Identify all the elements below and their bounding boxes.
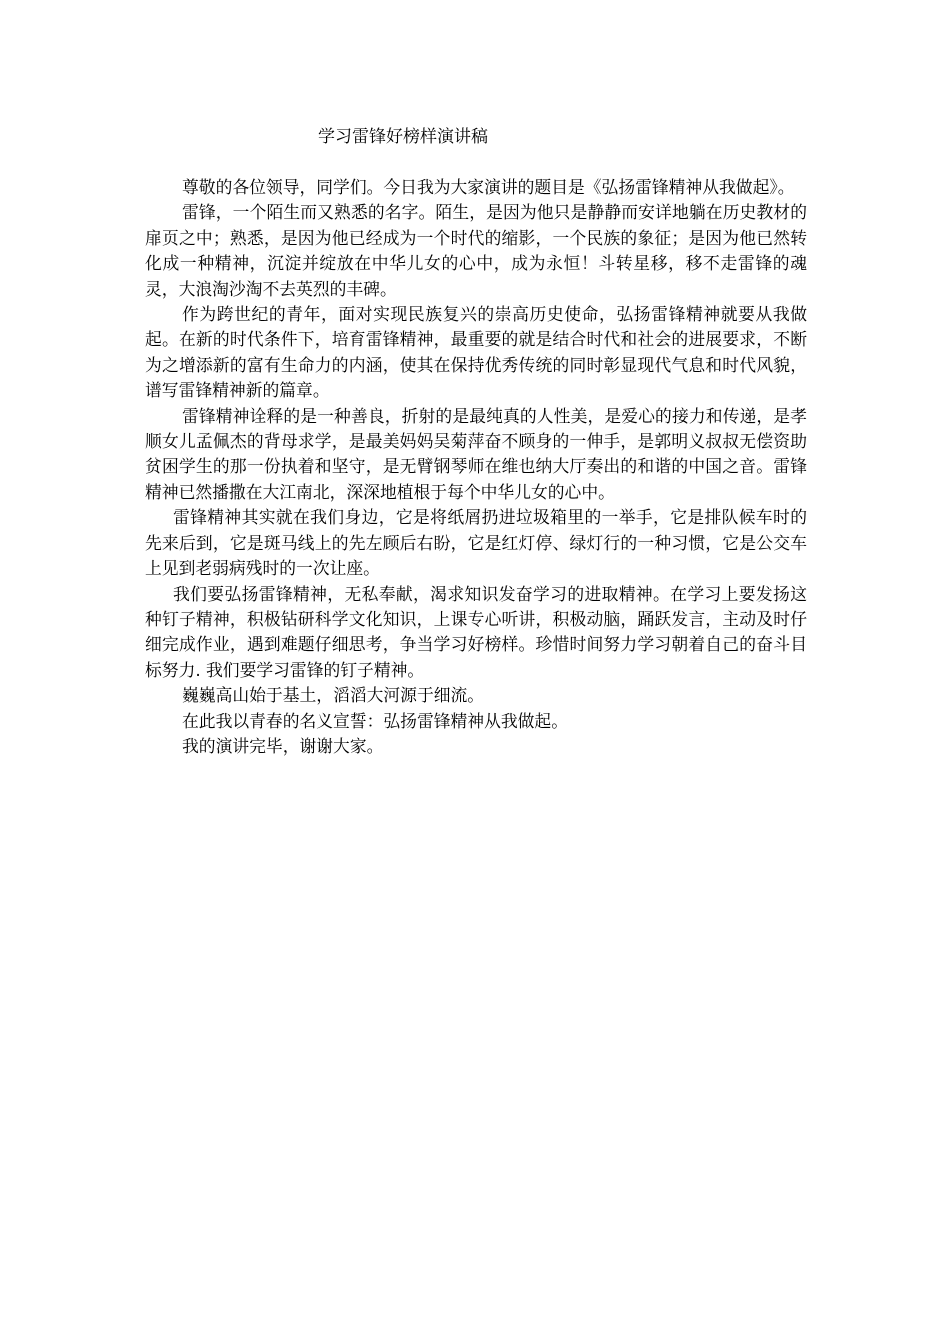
document-body: [145, 175, 807, 759]
paragraph-kindness: 雷锋精神诠释的是一种善良，折射的是最纯真的人性美，是爱心的接力和传递，是孝顺女儿孟佩杰的背母求学，是最美妈妈吴菊萍奋不顾身的一伸手，是郭明义叔叔无偿资助贫困学生的那一份执着和坚守，是无臂钢琴师在维也纳大厅奏出的和谐的中国之音。雷锋精神已然播撒在大江南北，深深地植根于每个中华儿女的心中。: [145, 405, 807, 502]
paragraph-youth-mission: 作为跨世纪的青年，面对实现民族复兴的崇高历史使命，弘扬雷锋精神就要从我做起。在新的时代条件下，培育雷锋精神，最重要的就是结合时代和社会的进展要求，不断为之增添新的富有生命力的内涵，使其在保持优秀传统的同时彰显现代气息和时代风貌，谱写雷锋精神新的篇章。: [145, 304, 807, 401]
paragraph-leifeng-name: 雷锋，一个陌生而又熟悉的名字。陌生，是因为他只是静静而安详地躺在历史教材的扉页之中；熟悉，是因为他已经成为一个时代的缩影，一个民族的象征；是因为他已然转化成一种精神，沉淀并绽放在中华儿女的心中，成为永恒！斗转星移，移不走雷锋的魂灵，大浪淘沙淘不去英烈的丰碑。: [145, 202, 807, 299]
paragraph-oath: 在此我以青春的名义宣誓：弘扬雷锋精神从我做起。: [182, 710, 568, 731]
paragraph-closing: 我的演讲完毕，谢谢大家。: [182, 735, 384, 756]
paragraph-daily-life: 雷锋精神其实就在我们身边，它是将纸屑扔进垃圾箱里的一举手，它是排队候车时的先来后到，它是斑马线上的先左顾后右盼，它是红灯停、绿灯行的一种习惯，它是公交车上见到老弱病残时的一次让座。: [145, 507, 807, 579]
paragraph-greeting: 尊敬的各位领导，同学们。今日我为大家演讲的题目是《弘扬雷锋精神从我做起》。: [182, 177, 795, 197]
document-title: 学习雷锋好榜样演讲稿: [318, 127, 488, 147]
paragraph-study-spirit: 我们要弘扬雷锋精神，无私奉献，渴求知识发奋学习的进取精神。在学习上要发扬这种钉子精神，积极钻研科学文化知识，上课专心听讲，积极动脑，踊跃发言，主动及时仔细完成作业，遇到难题仔细思考，争当学习好榜样。珍惜时间努力学习朝着自己的奋斗目标努力. 我们要学习雷锋的钉子精神。: [145, 583, 807, 680]
paragraph-proverb: 巍巍高山始于基土，滔滔大河源于细流。: [182, 685, 485, 706]
